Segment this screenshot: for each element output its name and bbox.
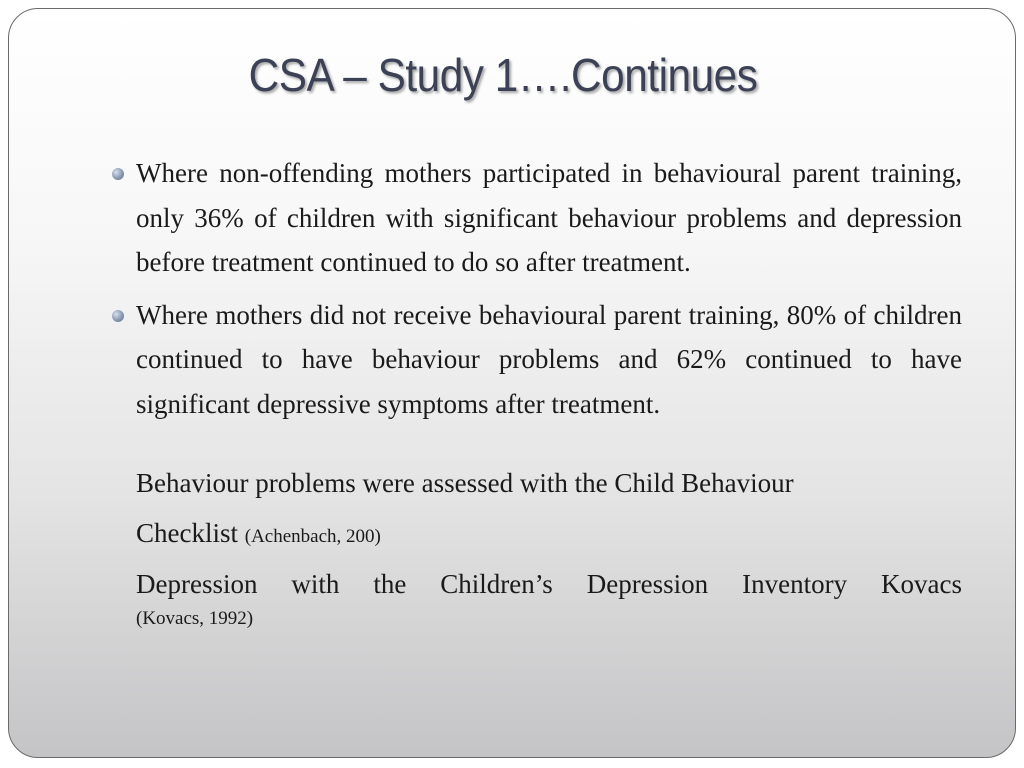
note-checklist-text: Checklist bbox=[136, 518, 238, 548]
slide-title: CSA – Study 1….Continues bbox=[248, 49, 758, 101]
note-checklist-line bbox=[136, 508, 962, 562]
citation-achenbach: (Achenbach, 200) bbox=[244, 526, 381, 547]
note-depression-line: Depression with the Children’s Depression Inventory Kovacs bbox=[136, 569, 962, 599]
slide bbox=[8, 8, 1016, 758]
bullet-item bbox=[136, 151, 962, 285]
citation-kovacs: (Kovacs, 1992) bbox=[136, 608, 254, 629]
bullet-icon bbox=[112, 168, 124, 180]
bullet-item bbox=[136, 293, 962, 427]
bullet-text: Where non-offending mothers participated in behavioural parent training, only 36% of children with significant behaviour problems and depression before treatment continued to do so after treatment. bbox=[136, 158, 962, 277]
bullet-text: Where mothers did not receive behavioural parent training, 80% of children continued to have behaviour problems and 62% continued to have significant depressive symptoms after treatment. bbox=[136, 299, 962, 419]
note-behaviour-line: Behaviour problems were assessed with the Child Behaviour bbox=[136, 468, 794, 498]
slide-content bbox=[136, 151, 962, 632]
bullet-icon bbox=[112, 310, 124, 322]
